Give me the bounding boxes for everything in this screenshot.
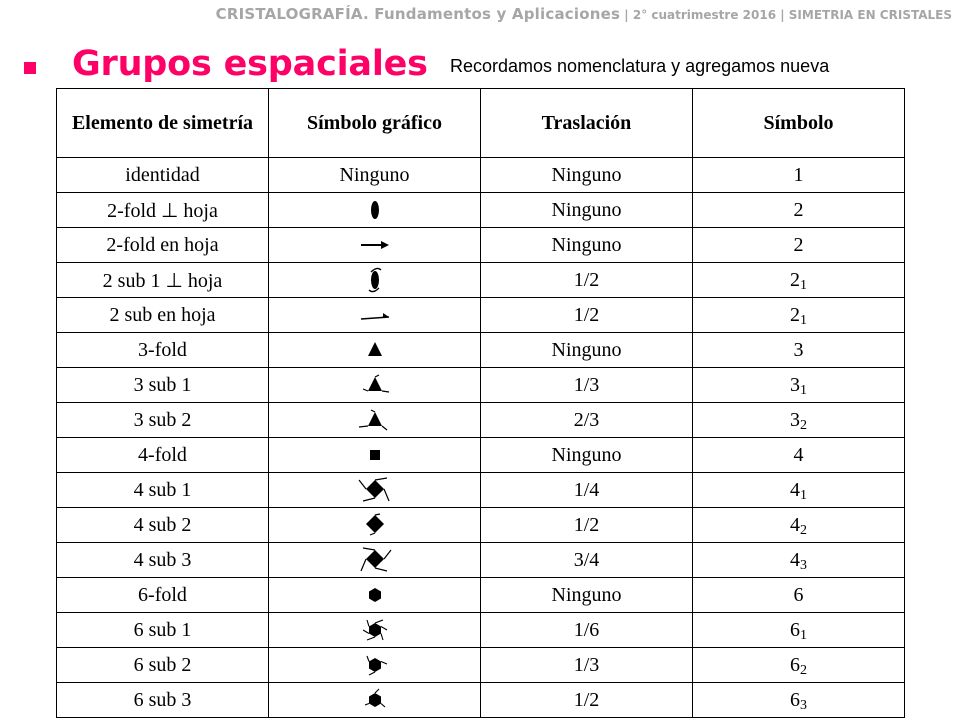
course-title: CRISTALOGRAFÍA. Fundamentos y Aplicaciones bbox=[215, 5, 621, 23]
oval-with-tails-icon bbox=[355, 267, 395, 293]
diamond-with-tails-icon bbox=[355, 477, 395, 503]
symbol-main: 3 bbox=[790, 373, 800, 396]
translation-cell: Ninguno bbox=[481, 333, 693, 368]
element-cell: 3 sub 2 bbox=[57, 403, 269, 438]
symbol-main: 2 bbox=[793, 198, 804, 221]
table-row bbox=[57, 438, 905, 473]
symbol-cell bbox=[693, 543, 905, 578]
translation-cell: 1/4 bbox=[481, 473, 693, 508]
symbol-main: 6 bbox=[793, 583, 804, 606]
table-row bbox=[57, 473, 905, 508]
graphic-symbol-cell bbox=[269, 543, 481, 578]
symbol-main: 6 bbox=[790, 688, 800, 711]
symbol-cell bbox=[693, 263, 905, 298]
symbol-cell bbox=[693, 228, 905, 263]
diamond-with-short-tails-icon bbox=[355, 512, 395, 538]
graphic-symbol-cell bbox=[269, 228, 481, 263]
table-row bbox=[57, 648, 905, 683]
graphic-symbol-cell bbox=[269, 193, 481, 228]
element-cell: 2 sub 1 ⊥ hoja bbox=[57, 263, 269, 298]
symbol-main: 1 bbox=[793, 163, 804, 186]
table-row bbox=[57, 543, 905, 578]
symbol-main: 2 bbox=[793, 233, 804, 256]
symbol-main: 3 bbox=[790, 408, 800, 431]
translation-cell: Ninguno bbox=[481, 158, 693, 193]
graphic-symbol-cell bbox=[269, 473, 481, 508]
triangle-with-tails-reverse-icon bbox=[355, 407, 395, 433]
element-cell: 2-fold en hoja bbox=[57, 228, 269, 263]
element-cell: 2-fold ⊥ hoja bbox=[57, 193, 269, 228]
graphic-symbol-cell bbox=[269, 263, 481, 298]
symbol-cell bbox=[693, 193, 905, 228]
table-row bbox=[57, 158, 905, 193]
column-header-symbol: Símbolo bbox=[693, 89, 905, 158]
translation-cell: 1/2 bbox=[481, 263, 693, 298]
square-icon bbox=[355, 442, 395, 468]
course-meta: | 2° cuatrimestre 2016 | SIMETRIA EN CRISTALES bbox=[620, 8, 952, 22]
triangle-with-tails-icon bbox=[355, 372, 395, 398]
symbol-subscript: 3 bbox=[800, 557, 807, 573]
arrow-icon bbox=[355, 232, 395, 258]
symbol-subscript: 1 bbox=[800, 312, 807, 328]
column-header-element: Elemento de simetría bbox=[57, 89, 269, 158]
symbol-main: 4 bbox=[790, 513, 800, 536]
hexagon-icon bbox=[355, 582, 395, 608]
symbol-cell bbox=[693, 438, 905, 473]
translation-cell: 1/3 bbox=[481, 648, 693, 683]
table-header-row bbox=[57, 89, 905, 158]
symbol-subscript: 1 bbox=[800, 382, 807, 398]
symbol-subscript: 2 bbox=[800, 662, 807, 678]
element-cell: 2 sub en hoja bbox=[57, 298, 269, 333]
slide-title: Grupos espaciales bbox=[72, 44, 428, 84]
translation-cell: 1/2 bbox=[481, 298, 693, 333]
translation-cell: 2/3 bbox=[481, 403, 693, 438]
triangle-icon bbox=[355, 337, 395, 363]
diamond-with-tails-reverse-icon bbox=[355, 547, 395, 573]
element-cell: 6-fold bbox=[57, 578, 269, 613]
symmetry-table bbox=[56, 88, 905, 718]
hexagon-with-tails-icon bbox=[355, 617, 395, 643]
table-row bbox=[57, 578, 905, 613]
symbol-cell bbox=[693, 683, 905, 718]
title-bullet-icon bbox=[24, 62, 36, 74]
symbol-subscript: 1 bbox=[800, 277, 807, 293]
symbol-cell bbox=[693, 368, 905, 403]
symbol-main: 2 bbox=[790, 303, 800, 326]
translation-cell: 1/2 bbox=[481, 508, 693, 543]
element-cell: 4 sub 2 bbox=[57, 508, 269, 543]
translation-cell: 1/6 bbox=[481, 613, 693, 648]
graphic-symbol-cell bbox=[269, 333, 481, 368]
table-row bbox=[57, 368, 905, 403]
symbol-cell bbox=[693, 613, 905, 648]
table-row bbox=[57, 683, 905, 718]
graphic-symbol-cell bbox=[269, 368, 481, 403]
symbol-cell bbox=[693, 298, 905, 333]
element-cell: 4 sub 3 bbox=[57, 543, 269, 578]
element-cell: identidad bbox=[57, 158, 269, 193]
column-header-graphic: Símbolo gráfico bbox=[269, 89, 481, 158]
graphic-symbol-cell bbox=[269, 438, 481, 473]
table-row bbox=[57, 508, 905, 543]
half-arrow-icon bbox=[355, 302, 395, 328]
filled-oval-icon bbox=[355, 197, 395, 223]
hexagon-with-two-tails-icon bbox=[355, 652, 395, 678]
graphic-symbol-cell bbox=[269, 298, 481, 333]
symbol-main: 6 bbox=[790, 618, 800, 641]
element-cell: 4 sub 1 bbox=[57, 473, 269, 508]
translation-cell: 1/2 bbox=[481, 683, 693, 718]
element-cell: 6 sub 3 bbox=[57, 683, 269, 718]
symbol-cell bbox=[693, 473, 905, 508]
symbol-cell bbox=[693, 508, 905, 543]
graphic-symbol-cell bbox=[269, 578, 481, 613]
element-cell: 3 sub 1 bbox=[57, 368, 269, 403]
element-cell: 6 sub 2 bbox=[57, 648, 269, 683]
symbol-main: 3 bbox=[793, 338, 804, 361]
translation-cell: 3/4 bbox=[481, 543, 693, 578]
slide-subtitle: Recordamos nomenclatura y agregamos nueva bbox=[450, 56, 830, 76]
graphic-symbol-cell bbox=[269, 403, 481, 438]
table-row bbox=[57, 193, 905, 228]
table-row bbox=[57, 298, 905, 333]
table-row bbox=[57, 333, 905, 368]
table-row bbox=[57, 403, 905, 438]
slide-header bbox=[0, 4, 952, 23]
symbol-cell bbox=[693, 403, 905, 438]
element-cell: 6 sub 1 bbox=[57, 613, 269, 648]
table-row bbox=[57, 263, 905, 298]
symbol-main: 6 bbox=[790, 653, 800, 676]
element-cell: 3-fold bbox=[57, 333, 269, 368]
symbol-cell bbox=[693, 648, 905, 683]
symbol-subscript: 1 bbox=[800, 487, 807, 503]
graphic-symbol-cell bbox=[269, 613, 481, 648]
translation-cell: 1/3 bbox=[481, 368, 693, 403]
graphic-symbol-cell bbox=[269, 683, 481, 718]
column-header-translation: Traslación bbox=[481, 89, 693, 158]
symbol-subscript: 1 bbox=[800, 627, 807, 643]
table-row bbox=[57, 613, 905, 648]
symbol-cell bbox=[693, 578, 905, 613]
symbol-main: 2 bbox=[790, 268, 800, 291]
table-row bbox=[57, 228, 905, 263]
graphic-symbol-cell: Ninguno bbox=[269, 158, 481, 193]
graphic-symbol-cell bbox=[269, 648, 481, 683]
element-cell: 4-fold bbox=[57, 438, 269, 473]
symbol-subscript: 2 bbox=[800, 522, 807, 538]
translation-cell: Ninguno bbox=[481, 438, 693, 473]
symbol-main: 4 bbox=[790, 548, 800, 571]
translation-cell: Ninguno bbox=[481, 578, 693, 613]
graphic-symbol-cell bbox=[269, 508, 481, 543]
symbol-main: 4 bbox=[790, 478, 800, 501]
symbol-cell bbox=[693, 158, 905, 193]
translation-cell: Ninguno bbox=[481, 193, 693, 228]
symbol-main: 4 bbox=[793, 443, 804, 466]
symbol-subscript: 3 bbox=[800, 697, 807, 713]
symbol-cell bbox=[693, 333, 905, 368]
translation-cell: Ninguno bbox=[481, 228, 693, 263]
hexagon-with-three-tails-icon bbox=[355, 687, 395, 713]
symbol-subscript: 2 bbox=[800, 417, 807, 433]
